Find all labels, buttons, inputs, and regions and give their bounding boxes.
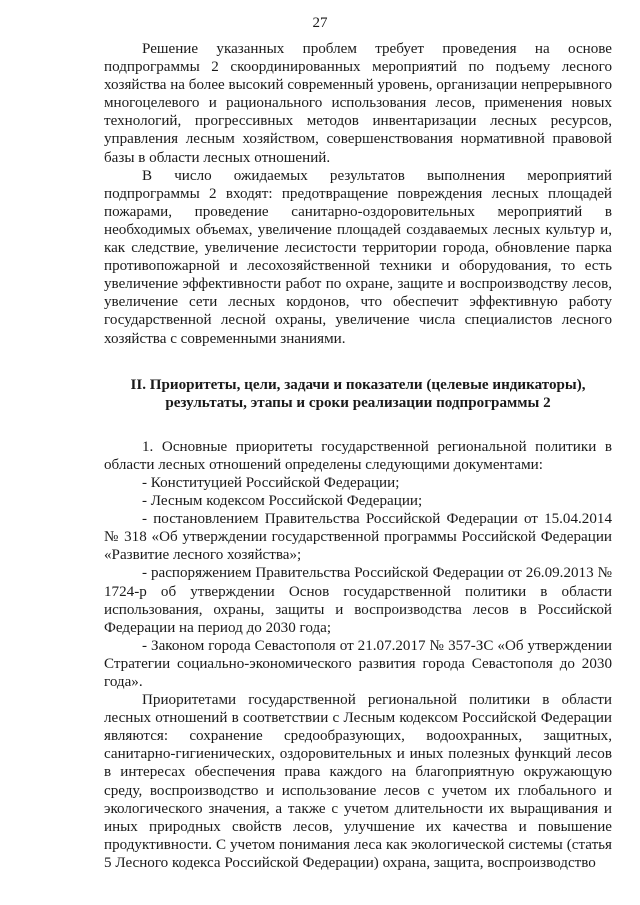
paragraph-problem-solution: Решение указанных проблем требует проведения на основе подпрограммы 2 скоординированных мероприятий по подъему лесного хозяйства на более высокий современный уровень, организации непрерывного многоцелевого и рационального использования лесов, применения новых технологий, прогрессивных методов инвентаризации лесных ресурсов, управления лесным хозяйством, совершенствования нормативной правовой базы в области лесных отношений. <box>104 41 612 166</box>
paragraph-expected-results: В число ожидаемых результатов выполнения мероприятий подпрограммы 2 входят: предотвращение повреждения лесных площадей пожарами, проведение санитарно-оздоровительных мероприятий в необходимых объемах, увеличение площадей создаваемых лесных культур и, как следствие, увеличение лесистости территории города, обновление парка противопожарной и лесохозяйственной техники и оборудования, то есть увеличение эффективности работ по охране, защите и воспроизводству лесов, увеличение сети лесных кордонов, что обеспечит эффективную работу государственной лесной охраны, увеличение числа специалистов лесного хозяйства с современными знаниями. <box>104 167 612 347</box>
section-heading: II. Приоритеты, цели, задачи и показатели (целевые индикаторы), результаты, этапы и сроки реализации подпрограммы 2 <box>130 376 586 411</box>
list-item-document: - постановлением Правительства Российской Федерации от 15.04.2014 № 318 «Об утверждении государственной программы Российской Федерации «Развитие лесного хозяйства»; <box>104 511 612 564</box>
list-item-document: - Лесным кодексом Российской Федерации; <box>142 493 423 510</box>
list-item-document: - Законом города Севастополя от 21.07.2017 № 357-ЗС «Об утверждении Стратегии социально-экономического развития города Севастополя до 2030 года». <box>104 637 612 690</box>
paragraph-priorities-intro: 1. Основные приоритеты государственной региональной политики в области лесных отношений определены следующими документами: <box>104 438 612 473</box>
list-item-document: - распоряжением Правительства Российской Федерации от 26.09.2013 № 1724-р об утверждении Основ государственной политики в области использования, охраны, защиты и воспроизводства лесов в Российской Федерации на период до 2030 года; <box>104 565 612 636</box>
page-content <box>104 40 612 872</box>
page-number: 27 <box>312 15 328 31</box>
list-item-document: - Конституцией Российской Федерации; <box>142 474 400 491</box>
paragraph-priorities: Приоритетами государственной региональной политики в области лесных отношений в соответствии с Лесным кодексом Российской Федерации являются: сохранение средообразующих, водоохранных, защитных, санитарно-гигиенических, оздоровительных и иных полезных функций лесов в интересах обеспечения права каждого на благоприятную окружающую среду, воспроизводство и использование лесов с учетом их глобального и экологического значения, а также с учетом длительности их выращивания и иных природных свойств лесов, улучшение их качества и повышение продуктивности. С учетом понимания леса как экологической системы (статья 5 Лесного кодекса Российской Федерации) охрана, защита, воспроизводство <box>104 692 612 871</box>
